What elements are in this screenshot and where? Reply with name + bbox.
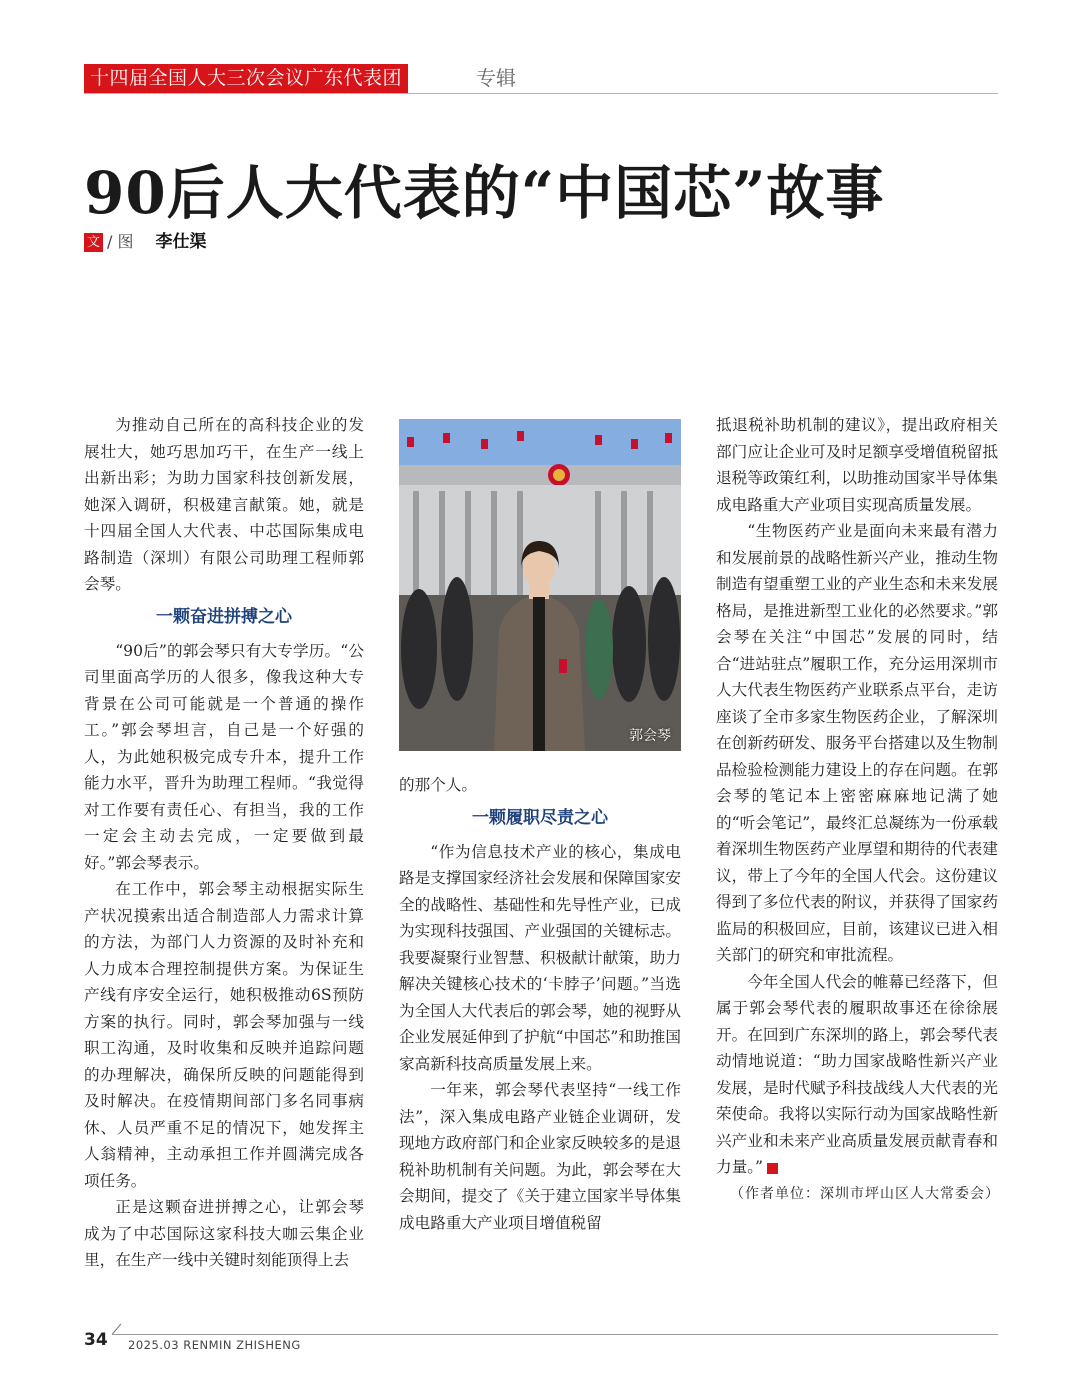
column-middle (399, 772, 681, 1236)
subheading: 一颗履职尽责之心 (472, 807, 608, 828)
author-affiliation: （作者单位：深圳市坪山区人大常委会） (730, 1185, 1000, 1202)
paragraph-text: 今年全国人代会的帷幕已经落下，但属于郭会琴代表的履职故事还在徐徐展开。在回到广东深圳的路上，郭会琴代表动情地说道：“助力国家战略性新兴产业发展，是时代赋予科技战线人大代表的光荣使命。我将以实际行动为国家战略性新兴产业和未来产业高质量发展贡献青春和力量。” (716, 972, 998, 1176)
section-header (84, 64, 998, 94)
paragraph: 一年来，郭会琴代表坚持“一线工作法”，深入集成电路产业链企业调研，发现地方政府部门和企业家反映较多的是退税补助机制有关问题。为此，郭会琴在大会期间，提交了《关于建立国家半导体集成电路重大产业项目增值税留 (399, 1081, 681, 1232)
issue-label: 2025.03 RENMIN ZHISHENG (128, 1338, 301, 1352)
paragraph: “90后”的郭会琴只有大专学历。“公司里面高学历的人很多，像我这种大专背景在公司可能就是一个普通的操作工。”郭会琴坦言，自己是一个好强的人，为此她积极完成专升本，提升工作能力水平，晋升为助理工程师。“我觉得对工作要有责任心、有担当，我的工作一定会主动去完成，一定要做到最好。”郭会琴表示。 (84, 641, 364, 872)
byline-mark: 文 (84, 233, 103, 252)
paragraph: 在工作中，郭会琴主动根据实际生产状况摸索出适合制造部人力需求计算的方法，为部门人力资源的及时补充和人力成本合理控制提供方案。为保证生产线有序安全运行，她积极推动6S预防方案的执行。同时，郭会琴加强与一线职工沟通，及时收集和反映并追踪问题的办理解决，确保所反映的问题能得到及时解决。在疫情期间部门多名同事病休、人员严重不足的情况下，她发挥主人翁精神，主动承担工作并圆满完成各项任务。 (84, 880, 364, 1190)
article-photo (399, 419, 681, 751)
page-footer (84, 1330, 998, 1354)
footer-divider (112, 1334, 998, 1335)
photo-caption: 郭会琴 (629, 728, 671, 744)
paragraph: 的那个人。 (399, 776, 477, 794)
section-label: 十四届全国人大三次会议广东代表团 (84, 64, 408, 93)
article-title: 90后人大代表的“中国芯”故事 (84, 159, 885, 227)
photo-illustration (399, 419, 681, 751)
paragraph: 正是这颗奋进拼搏之心，让郭会琴成为了中芯国际这家科技大咖云集企业里，在生产一线中关键时刻能顶得上去 (84, 1198, 364, 1269)
paragraph: 为推动自己所在的高科技企业的发展壮大，她巧思加巧干，在生产一线上出新出彩；为助力国家科技创新发展，她深入调研，积极建言献策。她，就是十四届全国人大代表、中芯国际集成电路制造（深圳）有限公司助理工程师郭会琴。 (84, 416, 364, 593)
paragraph: “作为信息技术产业的核心，集成电路是支撑国家经济社会发展和保障国家安全的战略性、基础性和先导性产业，已成为实现科技强国、产业强国的关键标志。我要凝聚行业智慧、积极献计献策，助力解决关键核心技术的‘卡脖子’问题。”当选为全国人大代表后的郭会琴，她的视野从企业发展延伸到了护航“中国芯”和助推国家高新科技高质量发展上来。 (399, 842, 681, 1073)
byline (84, 231, 206, 253)
page-number: 34 (84, 1330, 108, 1350)
header-divider (84, 93, 998, 94)
paragraph: “生物医药产业是面向未来最有潜力和发展前景的战略性新兴产业，推动生物制造有望重塑工业的产业生态和未来发展格局，是推进新型工业化的必然要求。”郭会琴在关注“中国芯”发展的同时，结合“进站驻点”履职工作，充分运用深圳市人大代表生物医药产业联系点平台，走访座谈了全市多家生物医药企业，了解深圳在创新药研发、服务平台搭建以及生物制品检验检测能力建设上的存在问题。在郭会琴的笔记本上密密麻麻地记满了她的“听会笔记”，最终汇总凝练为一份承载着深圳生物医药产业厚望和期待的代表建议，带上了今年的全国人代会。这份建议得到了多位代表的附议，并获得了国家药监局的积极回应，目前，该建议已进入相关部门的研究和审批流程。 (716, 522, 998, 964)
paragraph (716, 969, 998, 1181)
byline-role: / 图 (107, 232, 134, 251)
column-left (84, 412, 364, 1274)
section-suffix: 专辑 (476, 66, 516, 90)
end-mark-icon (767, 1163, 778, 1174)
subheading: 一颗奋进拼搏之心 (156, 606, 292, 627)
paragraph: 抵退税补助机制的建议》，提出政府相关部门应让企业可及时足额享受增值税留抵退税等政策红利，以助推动国家半导体集成电路重大产业项目实现高质量发展。 (716, 416, 998, 514)
column-right (716, 412, 998, 1207)
byline-author: 李仕渠 (155, 232, 207, 252)
